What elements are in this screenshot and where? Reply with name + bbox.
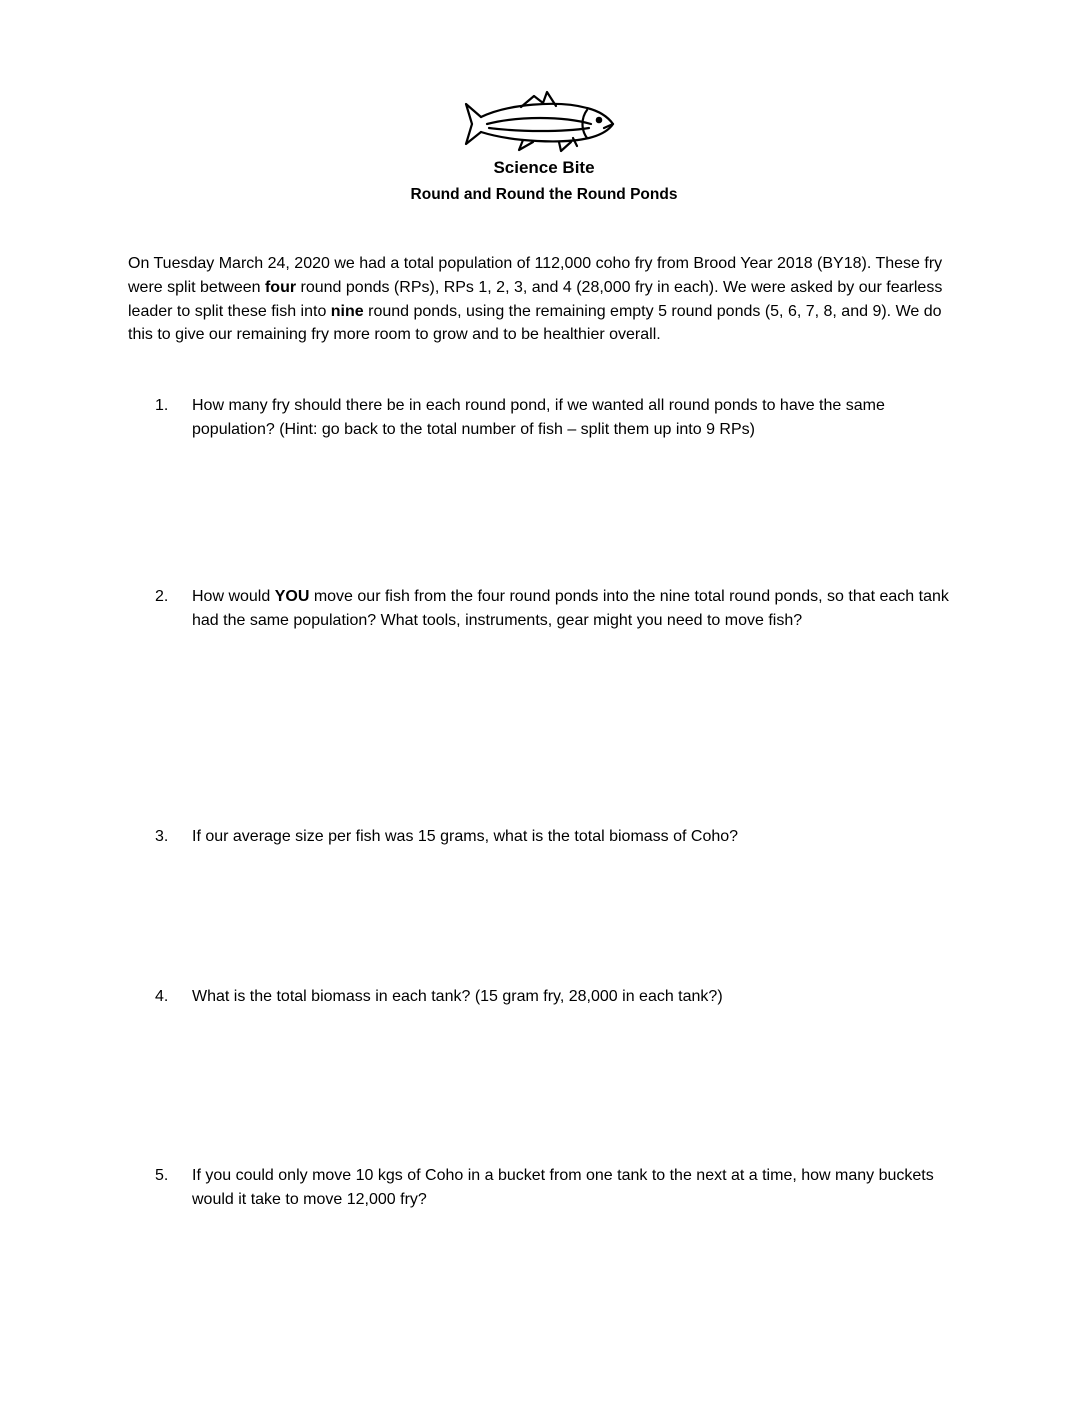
question-text-bold: YOU: [274, 588, 310, 605]
question-text-post: move our fish from the four round ponds into the nine total round ponds, so that each tank had the same population? What tools, instruments, gear might you need to move fish?: [192, 588, 949, 629]
question-text: How many fry should there be in each round pond, if we wanted all round ponds to have the same population? (Hint: go back to the total number of fish – split them up into 9 RPs): [192, 397, 885, 438]
intro-bold-four: four: [264, 278, 297, 296]
worksheet-title: Science Bite: [493, 158, 595, 177]
question-number: 2.: [155, 588, 169, 605]
question-text: If our average size per fish was 15 grams, what is the total biomass of Coho?: [192, 828, 739, 845]
question-3: [155, 825, 965, 849]
question-number: 4.: [155, 988, 169, 1005]
intro-text-2: round ponds (RPs), RPs 1, 2, 3, and 4 (28,000 fry in each). We were asked by our fearless leader to split these fish into: [128, 278, 943, 320]
question-text: What is the total biomass in each tank? (15 gram fry, 28,000 in each tank?): [192, 988, 723, 1005]
question-number: 1.: [155, 397, 169, 414]
question-2: [155, 585, 965, 633]
question-1: [155, 394, 965, 442]
worksheet-subtitle: Round and Round the Round Ponds: [410, 186, 678, 203]
question-text: [192, 585, 965, 633]
intro-text-3: round ponds, using the remaining empty 5 round ponds (5, 6, 7, 8, and 9). We do this to give our remaining fry more room to grow and to be healthier overall.: [128, 302, 942, 344]
salmon-fish-icon: [463, 88, 615, 154]
question-5: [155, 1164, 965, 1212]
intro-bold-nine: nine: [330, 302, 364, 320]
intro-text-1: On Tuesday March 24, 2020 we had a total population of 112,000 coho fry from Brood Year 2018 (BY18). These fry were split between: [128, 255, 943, 296]
question-text-pre: How would: [192, 588, 275, 605]
intro-paragraph: [128, 252, 958, 347]
question-number: 3.: [155, 828, 169, 845]
question-number: 5.: [155, 1167, 169, 1184]
question-text: If you could only move 10 kgs of Coho in a bucket from one tank to the next at a time, how many buckets would it take to move 12,000 fry?: [192, 1167, 934, 1208]
question-4: [155, 985, 965, 1009]
